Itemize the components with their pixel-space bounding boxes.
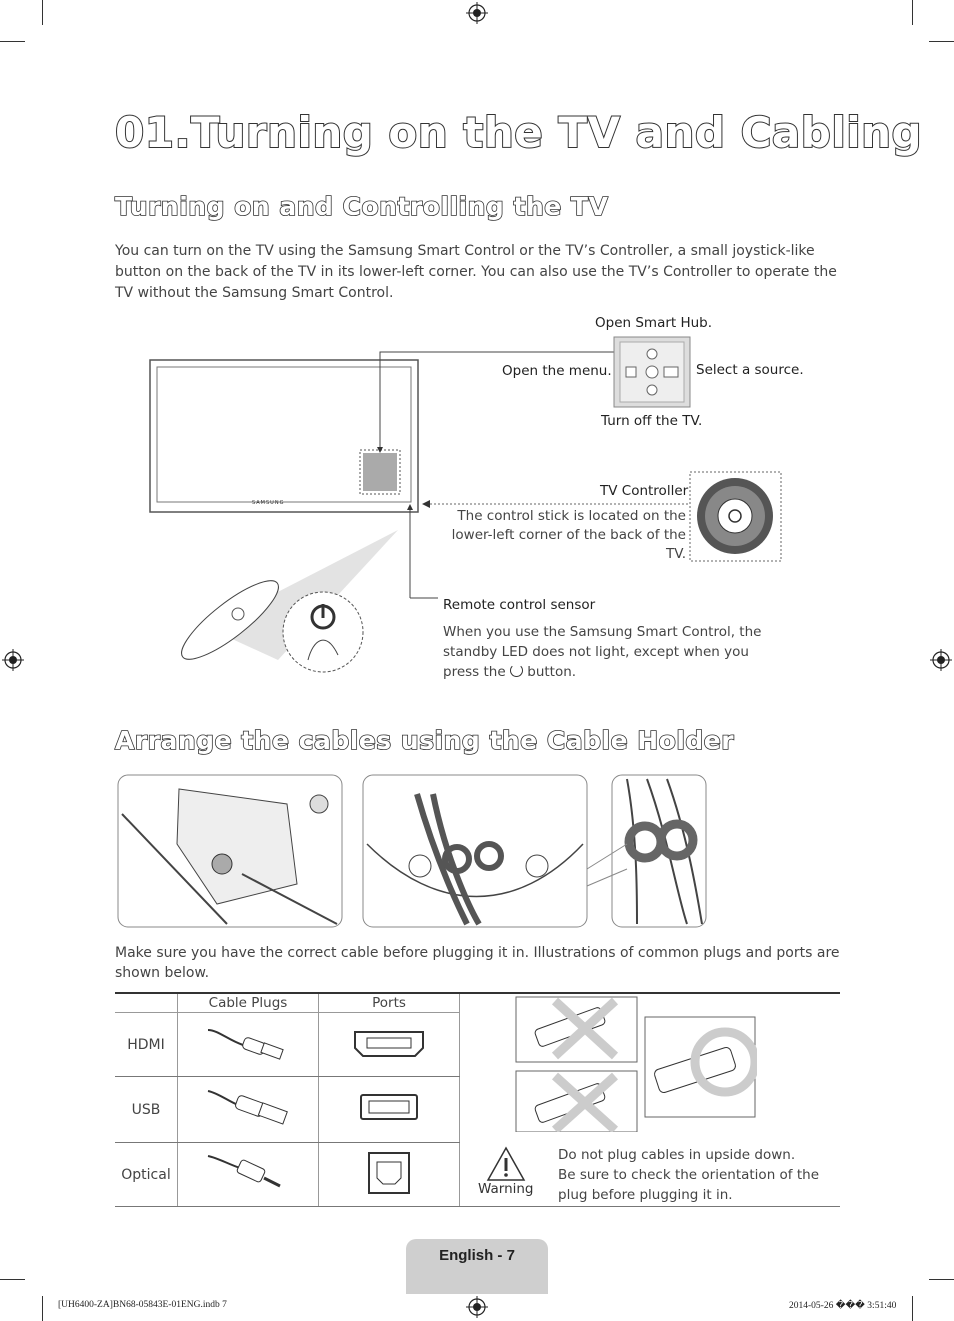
crop-mark (42, 1296, 43, 1321)
remote-sensor-description-text: When you use the Samsung Smart Control, the standby LED does not light, except when you press the (443, 624, 762, 680)
crop-mark (0, 1279, 25, 1280)
print-file-info: [UH6400-ZA]BN68-05843E-01ENG.indb 7 (58, 1300, 227, 1310)
warning-text (558, 1145, 819, 1205)
hdmi-port-icon (319, 1013, 460, 1077)
remote-sensor-description (443, 622, 763, 682)
print-date-info: 2014-05-26 ��� 3:51:40 (789, 1301, 897, 1311)
registration-mark-icon (930, 649, 952, 671)
warning-label: Warning (478, 1181, 534, 1197)
crop-mark (912, 1296, 913, 1321)
label-remote-sensor: Remote control sensor (443, 597, 596, 613)
label-turn-off: Turn off the TV. (601, 413, 703, 429)
warning-icon (486, 1146, 526, 1182)
crop-mark (929, 1279, 954, 1280)
crop-mark (42, 0, 43, 25)
label-select-source: Select a source. (696, 362, 804, 378)
table-header: Cable Plugs (178, 993, 319, 1013)
tv-brand: SAMSUNG (252, 500, 285, 506)
registration-mark-icon (466, 1296, 488, 1318)
power-icon (510, 664, 523, 677)
label-tv-controller: TV Controller (600, 483, 689, 499)
row-label-optical: Optical (115, 1143, 178, 1207)
plug-orientation-illustration (515, 996, 757, 1132)
registration-mark-icon (466, 2, 488, 24)
optical-plug-icon (178, 1143, 319, 1207)
usb-plug-icon (178, 1077, 319, 1143)
warning-line: plug before plugging it in. (558, 1187, 733, 1203)
section-heading: Turning on and Controlling the TV (115, 192, 609, 221)
cable-holder-illustrations (117, 774, 709, 928)
section-heading: Arrange the cables using the Cable Holder (115, 726, 735, 755)
crop-mark (912, 0, 913, 25)
optical-port-icon (319, 1143, 460, 1207)
usb-port-icon (319, 1077, 460, 1143)
table-header: Ports (319, 993, 460, 1013)
warning-line: Be sure to check the orientation of the (558, 1167, 820, 1183)
row-label-usb: USB (115, 1077, 178, 1143)
label-open-smart-hub: Open Smart Hub. (595, 315, 713, 331)
crop-mark (929, 41, 954, 42)
page-number-tab: English - 7 (406, 1239, 548, 1294)
table-corner (115, 993, 178, 1013)
hdmi-plug-icon (178, 1013, 319, 1077)
crop-mark (0, 41, 25, 42)
page-title: 01.Turning on the TV and Cabling (115, 108, 923, 157)
registration-mark-icon (2, 649, 24, 671)
remote-sensor-description-text: button. (527, 664, 577, 680)
tv-controller-description: The control stick is located on the lower-left corner of the back of the TV. (451, 508, 686, 562)
label-open-menu: Open the menu. (502, 363, 612, 379)
warning-line: Do not plug cables in upside down. (558, 1147, 796, 1163)
cables-intro-paragraph: Make sure you have the correct cable before plugging it in. Illustrations of common plugs and ports are shown below. (115, 945, 840, 981)
intro-paragraph: You can turn on the TV using the Samsung Smart Control or the TV’s Controller, a small joystick-like button on the back of the TV in its lower-left corner. You can also use the TV’s Controller to operate the TV without the Samsung Smart Control. (115, 243, 837, 301)
row-label-hdmi: HDMI (115, 1013, 178, 1077)
